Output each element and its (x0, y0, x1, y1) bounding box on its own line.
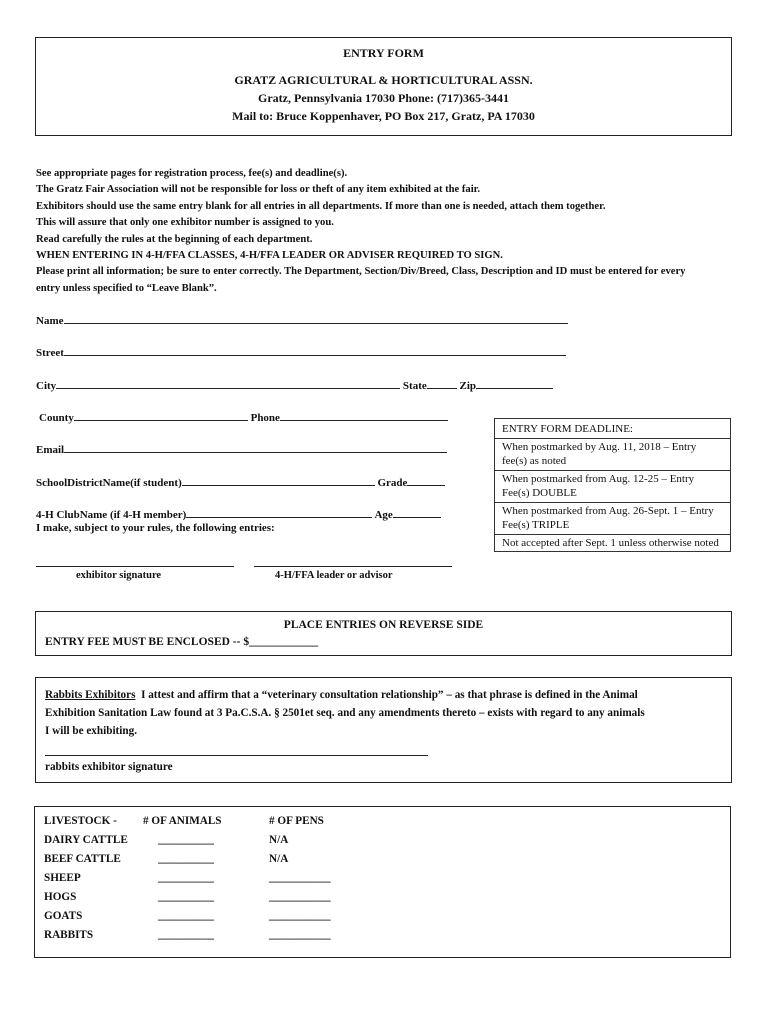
entries-statement: I make, subject to your rules, the following entries: (36, 522, 275, 534)
email-field-row (36, 443, 447, 456)
pens-count-field[interactable]: ___________ (269, 891, 331, 903)
mail-to: Mail to: Bruce Koppenhaver, PO Box 217, Gratz, PA 17030 (232, 109, 535, 123)
pens-count-field: N/A (269, 834, 289, 846)
deadline-row (495, 419, 731, 439)
header-box (35, 37, 732, 136)
livestock-name: RABBITS (44, 929, 94, 941)
instruction-line: Exhibitors should use the same entry blank for all entries in all departments. If more than one is needed, attach them together. (36, 200, 606, 212)
name-input[interactable] (64, 314, 568, 324)
street-input[interactable] (64, 346, 566, 356)
animals-count-field[interactable]: __________ (158, 834, 214, 846)
instruction-line: entry unless specified to “Leave Blank”. (36, 282, 217, 294)
street-label: Street (36, 347, 64, 359)
rabbits-signature-line[interactable] (45, 755, 428, 756)
org-name: GRATZ AGRICULTURAL & HORTICULTURAL ASSN. (234, 73, 533, 87)
deadline-row (495, 438, 731, 470)
animals-count-field[interactable]: __________ (158, 910, 214, 922)
animals-count-field[interactable]: __________ (158, 929, 214, 941)
animals-count-field[interactable]: __________ (158, 891, 214, 903)
livestock-name: BEEF CATTLE (44, 853, 121, 865)
rabbits-heading: Rabbits Exhibitors (45, 689, 136, 701)
livestock-name: HOGS (44, 891, 77, 903)
pens-count-field[interactable]: ___________ (269, 910, 331, 922)
leader-signature-label: 4-H/FFA leader or advisor (275, 570, 393, 581)
street-field-row (36, 346, 566, 359)
name-label: Name (36, 315, 64, 327)
deadline-cell: When postmarked by Aug. 11, 2018 – Entry fee(s) as noted (495, 438, 731, 470)
grade-input[interactable] (407, 476, 445, 486)
rabbits-text: I attest and affirm that a “veterinary consultation relationship” – as that phrase is defined in the Animal (135, 689, 638, 701)
deadline-cell: When postmarked from Aug. 26-Sept. 1 – Entry Fee(s) TRIPLE (495, 502, 731, 534)
pens-header: # OF PENS (269, 815, 324, 827)
pens-count-field[interactable]: ___________ (269, 929, 331, 941)
grade-label: Grade (377, 477, 408, 489)
deadline-row (495, 502, 731, 534)
exhibitor-signature-line[interactable] (36, 566, 234, 567)
deadline-row (495, 534, 731, 552)
place-entries-note: PLACE ENTRIES ON REVERSE SIDE (283, 619, 484, 631)
livestock-name: GOATS (44, 910, 83, 922)
animals-header: # OF ANIMALS (143, 815, 222, 827)
club-label: 4-H ClubName (if 4-H member) (36, 509, 187, 521)
club-field-row (36, 508, 441, 521)
instruction-line: Please print all information; be sure to enter correctly. The Department, Section/Div/Breed, Class, Description and ID must be entered for every (36, 266, 686, 278)
instruction-line: The Gratz Fair Association will not be responsible for loss or theft of any item exhibited at the fair. (36, 184, 481, 196)
age-input[interactable] (393, 508, 441, 518)
animals-count-field[interactable]: __________ (158, 872, 214, 884)
school-label: SchoolDistrictName(if student) (36, 477, 182, 489)
email-label: Email (36, 444, 65, 456)
school-field-row (36, 476, 445, 489)
deadline-row (495, 470, 731, 502)
livestock-header: LIVESTOCK - (44, 815, 117, 827)
club-input[interactable] (186, 508, 372, 518)
age-label: Age (374, 509, 393, 521)
email-input[interactable] (64, 443, 447, 453)
livestock-name: SHEEP (44, 872, 81, 884)
phone-input[interactable] (280, 411, 448, 421)
city-field-row (36, 379, 553, 392)
county-input[interactable] (74, 411, 248, 421)
entry-fee-line: ENTRY FEE MUST BE ENCLOSED -- $____________ (45, 636, 319, 648)
rabbits-statement-line (45, 689, 638, 701)
pens-count-field[interactable]: ___________ (269, 872, 331, 884)
city-input[interactable] (56, 379, 400, 389)
instruction-line: WHEN ENTERING IN 4-H/FFA CLASSES, 4-H/FFA LEADER OR ADVISER REQUIRED TO SIGN. (36, 250, 503, 262)
deadline-cell: Not accepted after Sept. 1 unless otherwise noted (495, 534, 731, 552)
instruction-line: Read carefully the rules at the beginning of each department. (36, 233, 313, 245)
fee-box (35, 611, 732, 656)
instruction-line: This will assure that only one exhibitor number is assigned to you. (36, 217, 334, 229)
pens-count-field: N/A (269, 853, 289, 865)
city-label: City (36, 380, 57, 392)
leader-signature-line[interactable] (254, 566, 452, 567)
animals-count-field[interactable]: __________ (158, 853, 214, 865)
deadline-title: ENTRY FORM DEADLINE: (495, 419, 731, 439)
exhibitor-signature-label: exhibitor signature (76, 570, 162, 581)
form-title: ENTRY FORM (343, 46, 424, 60)
rabbits-text: I will be exhibiting. (45, 725, 138, 737)
school-input[interactable] (182, 476, 375, 486)
county-field-row (39, 411, 448, 424)
rabbits-box (35, 677, 732, 783)
deadline-cell: When postmarked from Aug. 12-25 – Entry Fee(s) DOUBLE (495, 470, 731, 502)
name-field-row (36, 314, 568, 327)
rabbits-signature-label: rabbits exhibitor signature (45, 761, 173, 773)
phone-label: Phone (250, 412, 280, 424)
state-label: State (402, 380, 427, 392)
county-label: County (39, 412, 74, 424)
zip-input[interactable] (476, 379, 553, 389)
zip-label: Zip (459, 380, 477, 392)
instruction-line: See appropriate pages for registration process, fee(s) and deadline(s). (36, 168, 348, 179)
org-location: Gratz, Pennsylvania 17030 Phone: (717)365-3441 (258, 91, 509, 105)
livestock-name: DAIRY CATTLE (44, 834, 128, 846)
livestock-box (34, 806, 731, 958)
deadline-table (494, 418, 731, 552)
rabbits-text: Exhibition Sanitation Law found at 3 Pa.C.S.A. § 2501et seq. and any amendments thereto – exists with regard to any animals (45, 707, 645, 719)
state-input[interactable] (427, 379, 457, 389)
instructions (36, 166, 736, 297)
